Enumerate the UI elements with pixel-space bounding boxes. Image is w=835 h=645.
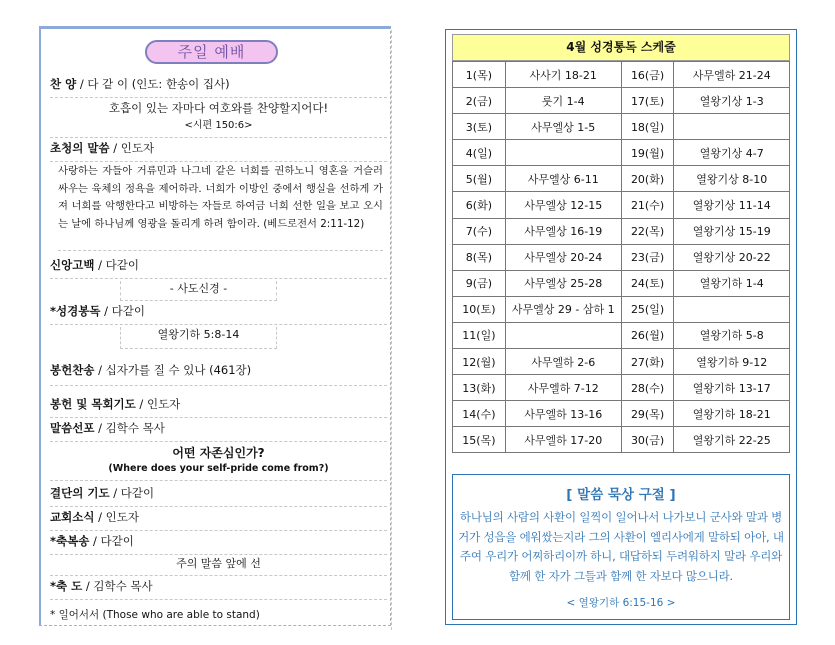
- chanyang-detail: / 다 같 이 (인도: 한송이 집사): [76, 77, 230, 91]
- schedule-reading: 사무엘상 20-24: [505, 244, 621, 270]
- benediction-label: *축 도: [50, 579, 83, 593]
- verse-ref: < 열왕기하 6:15-16 >: [566, 597, 676, 609]
- schedule-reading: 열왕기하 22-25: [674, 427, 790, 453]
- schedule-reading: 열왕기하 13-17: [674, 375, 790, 401]
- creed-label: 신앙고백: [50, 258, 95, 272]
- table-row: [453, 114, 790, 140]
- blessing-song-detail: / 다같이: [89, 534, 134, 548]
- schedule-date: 18(일): [621, 114, 674, 140]
- schedule-reading: 열왕기상 20-22: [674, 244, 790, 270]
- table-row: [453, 140, 790, 166]
- schedule-date: 6(화): [453, 192, 506, 218]
- schedule-date: 27(화): [621, 349, 674, 375]
- table-row: [453, 218, 790, 244]
- schedule-date: 1(목): [453, 62, 506, 88]
- chanyang-row: [50, 76, 387, 98]
- decision-label: 결단의 기도: [50, 486, 110, 500]
- call-ref: <시편 150:6>: [184, 120, 253, 131]
- schedule-date: 2(금): [453, 88, 506, 114]
- schedule-date: 24(토): [621, 270, 674, 296]
- sermon-label: 말씀선포: [50, 421, 95, 435]
- verse-title: [ 말씀 묵상 구절 ]: [566, 487, 676, 503]
- schedule-date: 11(일): [453, 322, 506, 348]
- schedule-date: 3(토): [453, 114, 506, 140]
- schedule-reading: 열왕기하 1-4: [674, 270, 790, 296]
- schedule-date: 29(목): [621, 401, 674, 427]
- reading-text: 열왕기하 5:8-14: [120, 327, 277, 349]
- benediction-row: [50, 578, 387, 600]
- hymn-row: [50, 362, 387, 386]
- schedule-reading: [674, 296, 790, 322]
- news-label: 교회소식: [50, 510, 95, 524]
- call-to-worship: [50, 100, 387, 138]
- schedule-reading: 사사기 18-21: [505, 62, 621, 88]
- sermon-detail: / 김학수 목사: [94, 421, 165, 435]
- decision-detail: / 다같이: [109, 486, 155, 500]
- schedule-reading: 사무엘상 12-15: [505, 192, 621, 218]
- table-row: [453, 322, 790, 348]
- creed-text: - 사도신경 -: [120, 281, 277, 301]
- schedule-reading: 열왕기상 1-3: [674, 88, 790, 114]
- schedule-date: 8(목): [453, 244, 506, 270]
- schedule-reading: [505, 140, 621, 166]
- table-row: [453, 270, 790, 296]
- schedule-reading: 사무엘상 25-28: [505, 270, 621, 296]
- schedule-reading: [505, 322, 621, 348]
- schedule-date: 4(일): [453, 140, 506, 166]
- schedule-date: 5(월): [453, 166, 506, 192]
- schedule-reading: 사무엘상 16-19: [505, 218, 621, 244]
- schedule-title: 4월 성경통독 스케줄: [452, 34, 790, 61]
- page-title: 주일 예배: [145, 40, 278, 64]
- schedule-reading: 사무엘하 7-12: [505, 375, 621, 401]
- table-row: [453, 166, 790, 192]
- blessing-song-text: 주의 말씀 앞에 선: [50, 556, 387, 576]
- table-row: [453, 62, 790, 88]
- invite-text: 사랑하는 자들아 거류민과 나그네 같은 너희를 권하노니 영혼을 거슬러 싸우는 육체의 정욕을 제어하라. 너희가 이방인 중에서 행실을 선하게 가져 너희를 악행한다고 비방하는 자들로 하여금 너희 선한 일을 보고 오시는 날에 하나님께 영광을 돌리게 하려 함이라. (베드로전서 2:11-12): [58, 163, 383, 251]
- schedule-reading: 사무엘상 1-5: [505, 114, 621, 140]
- sermon-title-block: [50, 446, 387, 481]
- schedule-date: 30(금): [621, 427, 674, 453]
- schedule-reading: 열왕기하 9-12: [674, 349, 790, 375]
- creed-detail: / 다같이: [94, 258, 139, 272]
- schedule-date: 7(수): [453, 218, 506, 244]
- schedule-date: 23(금): [621, 244, 674, 270]
- schedule-date: 9(금): [453, 270, 506, 296]
- offering-detail: / 인도자: [135, 397, 181, 411]
- schedule-reading: 열왕기상 11-14: [674, 192, 790, 218]
- schedule-date: 14(수): [453, 401, 506, 427]
- schedule-date: 12(월): [453, 349, 506, 375]
- sermon-row: [50, 420, 387, 442]
- hymn-detail: / 십자가를 질 수 있나 (461장): [94, 363, 252, 377]
- offering-row: [50, 396, 387, 418]
- table-row: [453, 401, 790, 427]
- schedule-reading: 열왕기상 8-10: [674, 166, 790, 192]
- news-row: [50, 509, 387, 531]
- schedule-date: 28(수): [621, 375, 674, 401]
- schedule-reading: 사무엘하 2-6: [505, 349, 621, 375]
- schedule-date: 22(목): [621, 218, 674, 244]
- table-row: [453, 427, 790, 453]
- schedule-date: 21(수): [621, 192, 674, 218]
- reading-label: *성경봉독: [50, 304, 101, 318]
- schedule-reading: 열왕기상 15-19: [674, 218, 790, 244]
- table-row: [453, 88, 790, 114]
- table-row: [453, 244, 790, 270]
- schedule-date: 15(목): [453, 427, 506, 453]
- schedule-date: 25(일): [621, 296, 674, 322]
- invite-label: 초청의 말씀: [50, 141, 110, 155]
- blessing-song-label: *축복송: [50, 534, 90, 548]
- schedule-reading: 열왕기상 4-7: [674, 140, 790, 166]
- sermon-title: 어떤 자존심인가?: [172, 446, 265, 460]
- schedule-table: [452, 61, 790, 453]
- stand-footnote: * 일어서서 (Those who are able to stand): [50, 609, 260, 621]
- chanyang-label: 찬 양: [50, 77, 77, 91]
- table-row: [453, 349, 790, 375]
- schedule-reading: 사무엘하 13-16: [505, 401, 621, 427]
- schedule-date: 10(토): [453, 296, 506, 322]
- schedule-date: 20(화): [621, 166, 674, 192]
- creed-row: [50, 257, 387, 279]
- blessing-song-row: [50, 533, 387, 555]
- news-detail: / 인도자: [94, 510, 139, 524]
- schedule-reading: 사무엘상 6-11: [505, 166, 621, 192]
- reading-detail: / 다같이: [100, 304, 145, 318]
- schedule-reading: 열왕기하 5-8: [674, 322, 790, 348]
- invite-detail: / 인도자: [109, 141, 155, 155]
- schedule-reading: 사무엘하 21-24: [674, 62, 790, 88]
- offering-label: 봉헌 및 목회기도: [50, 397, 136, 411]
- table-row: [453, 192, 790, 218]
- schedule-reading: 사무엘하 17-20: [505, 427, 621, 453]
- schedule-reading: 사무엘상 29 - 삼하 1: [505, 296, 621, 322]
- reading-row: [50, 303, 387, 325]
- schedule-date: 13(화): [453, 375, 506, 401]
- schedule-reading: 열왕기하 18-21: [674, 401, 790, 427]
- panel-divider: [391, 30, 392, 630]
- schedule-date: 19(월): [621, 140, 674, 166]
- invite-row: [50, 140, 387, 162]
- decision-row: [50, 485, 387, 507]
- hymn-label: 봉헌찬송: [50, 363, 95, 377]
- schedule-date: 17(토): [621, 88, 674, 114]
- table-row: [453, 296, 790, 322]
- schedule-reading: 룻기 1-4: [505, 88, 621, 114]
- sermon-title-en: (Where does your self-pride come from?): [108, 463, 329, 474]
- schedule-date: 26(월): [621, 322, 674, 348]
- benediction-detail: / 김학수 목사: [82, 579, 153, 593]
- call-text: 호흡이 있는 자마다 여호와를 찬양할지어다!: [108, 101, 329, 115]
- verse-body: 하나님의 사람의 사환이 일찍이 일어나서 나가보니 군사와 말과 병거가 성읍을 에워쌌는지라 그의 사환이 엘리사에게 말하되 아아, 내 주여 우리가 어찌하리이까 하니, 대답하되 두려워하지 말라 우리와 함께 한 자가 그들과 함께 한 자보다 많으니라.: [458, 510, 784, 583]
- schedule-reading: [674, 114, 790, 140]
- schedule-date: 16(금): [621, 62, 674, 88]
- table-row: [453, 375, 790, 401]
